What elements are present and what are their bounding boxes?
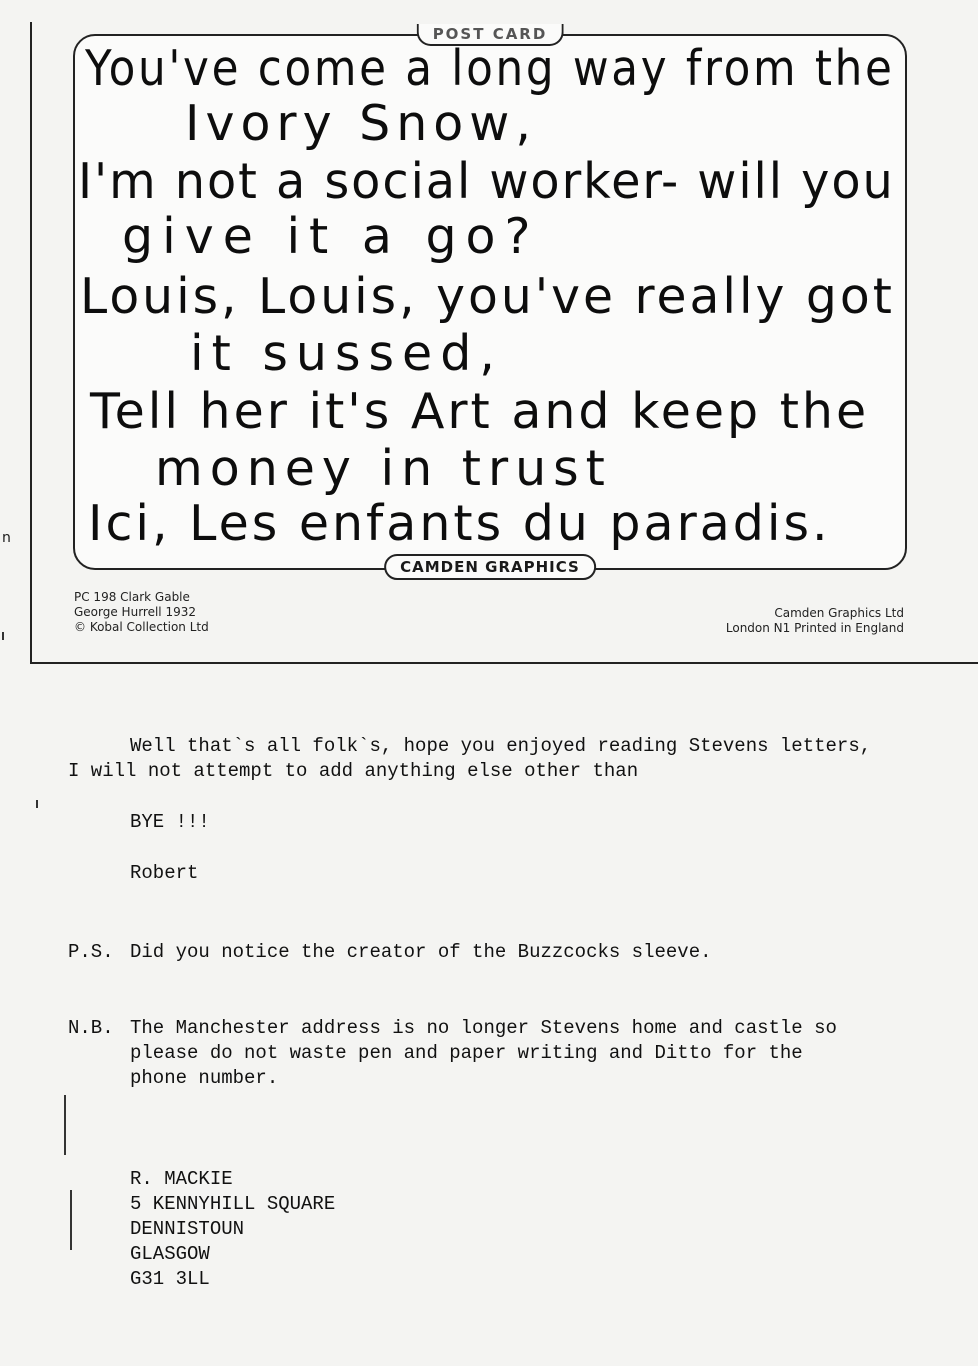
handwriting-line-2: Ivory Snow, <box>185 95 537 152</box>
handwriting-line-5: Louis, Louis, you've really got <box>80 268 895 325</box>
address-line-postcode: G31 3LL <box>130 1268 210 1290</box>
handwriting-line-7: Tell her it's Art and keep the <box>90 383 870 440</box>
nb-line-1: The Manchester address is no longer Stevens home and castle so <box>130 1017 837 1039</box>
scan-mark <box>2 632 4 640</box>
letter-paragraph-line-1: Well that`s all folk`s, hope you enjoyed reading Stevens letters, <box>130 735 872 757</box>
handwriting-line-4: give it a go? <box>122 208 540 265</box>
ps-text: Did you notice the creator of the Buzzcocks sleeve. <box>130 941 712 963</box>
scan-mark <box>64 1095 66 1155</box>
nb-line-2: please do not waste pen and paper writing and Ditto for the <box>130 1042 803 1064</box>
address-line-street: 5 KENNYHILL SQUARE <box>130 1193 336 1215</box>
credit-line: © Kobal Collection Ltd <box>74 620 209 634</box>
credit-line: Camden Graphics Ltd <box>774 606 904 620</box>
scan-mark <box>70 1190 72 1250</box>
nb-line-3: phone number. <box>130 1067 279 1089</box>
letter-signature: Robert <box>130 862 199 884</box>
credit-line: George Hurrell 1932 <box>74 605 196 619</box>
address-line-district: DENNISTOUN <box>130 1218 245 1240</box>
handwriting-line-8: money in trust <box>155 440 612 497</box>
handwriting-line-9: Ici, Les enfants du paradis. <box>88 495 831 552</box>
letter-bye: BYE !!! <box>130 811 210 833</box>
credit-line: London N1 Printed in England <box>725 621 904 635</box>
letter-paragraph-line-2: I will not attempt to add anything else other than <box>68 760 639 782</box>
address-line-name: R. MACKIE <box>130 1168 233 1190</box>
scan-mark <box>36 800 38 808</box>
postcard-top-label: POST CARD <box>417 24 564 46</box>
handwriting-line-3: I'm not a social worker- will you <box>78 153 895 210</box>
postcard-credit-left <box>74 590 209 635</box>
margin-mark: n <box>2 530 11 546</box>
postcard-publisher-label: CAMDEN GRAPHICS <box>384 554 596 580</box>
address-line-city: GLASGOW <box>130 1243 210 1265</box>
handwriting-line-6: it sussed, <box>190 325 503 382</box>
nb-label: N.B. <box>68 1017 114 1039</box>
postcard-credit-right <box>726 606 904 636</box>
ps-label: P.S. <box>68 941 114 963</box>
credit-line: PC 198 Clark Gable <box>74 590 190 604</box>
handwriting-line-1: You've come a long way from the <box>85 40 895 97</box>
